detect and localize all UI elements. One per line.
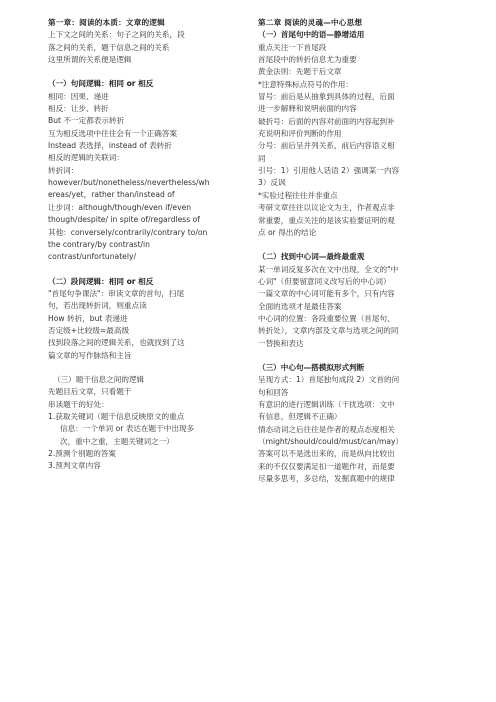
- text-line: 一篇文章的中心词可能有多个，只有内容: [258, 289, 395, 299]
- text-line: 黄金法则：先题干后文章: [258, 67, 342, 77]
- text-line: （might/should/could/must/can/may）: [258, 437, 404, 446]
- text-line: 3）反讽: [258, 178, 286, 188]
- text-line: 分号：前后呈并列关系，前后内容语义相: [258, 141, 395, 151]
- text-line: 充说明和评价判断的作用: [258, 129, 342, 139]
- text-line: 心词"（但要留意同义改写后的中心词）: [258, 276, 391, 286]
- text-line: 找到段落之间的逻辑关系，也就找到了这: [48, 338, 185, 348]
- section-2-heading: （二）段间逻辑：相同 or 相反: [48, 276, 154, 286]
- list-item: [48, 411, 234, 448]
- ch2-section-1-body: [258, 42, 442, 240]
- text-line: 破折号：后面的内容对前面的内容起到补: [258, 116, 395, 126]
- text-line: 同: [258, 153, 266, 163]
- text-line: 相同：因果、递进: [48, 91, 109, 101]
- text-line: 答案可以不是选出来的，而是纵向比较出: [258, 449, 395, 459]
- text-line: 转折词：: [48, 165, 79, 175]
- benefits-list: [48, 411, 234, 473]
- text-line: 让步词：although/though/even if/even: [48, 202, 192, 212]
- text-line: 尽量多思考，多总结，发掘真题中的规律: [258, 474, 395, 484]
- text-line: Instead 表选择，instead of 表转折: [48, 141, 172, 151]
- section-3-heading: （三）题干信息之间的逻辑: [53, 374, 145, 384]
- ch2-section-1-heading: （一）首尾句中的语—静增适用: [258, 30, 365, 40]
- text-line: 相反：让步、转折: [48, 104, 109, 114]
- text-line: 点 or 得出的结论: [258, 227, 317, 237]
- text-line: 句和回答: [258, 387, 289, 397]
- ch2-section-2-body: [258, 264, 442, 350]
- text-line: *实验过程往往并非重点: [258, 190, 338, 200]
- right-column: [258, 17, 442, 485]
- text-line: 全面的选项才是最佳答案: [258, 301, 342, 311]
- text-line: 有信息，但逻辑不正确）: [258, 412, 342, 422]
- text-line: 句，若出现转折词，则重点读: [48, 301, 147, 311]
- section-1-heading: （一）句间逻辑：相同 or 相反: [48, 79, 154, 89]
- text-line: 否定级+比较级=最高级: [48, 325, 130, 335]
- text-line: 一替换和表达: [258, 338, 304, 348]
- text-line: 互为相反选项中往往会有一个正确答案: [48, 128, 178, 138]
- text-line: though/despite/ in spite of/regardless of: [48, 215, 200, 225]
- text-line: 常重要，重点关注的是该实验要证明的观: [258, 215, 395, 225]
- text-line: 情态动词之后往往是作者的观点态度相关: [258, 424, 395, 434]
- section-2-body: [48, 288, 234, 362]
- text-line: 来的不仅仅要满足扣一道题作对，而是要: [258, 461, 395, 471]
- list-item-text: 1.获取关键词（题干信息反映原文的重点: [48, 411, 185, 421]
- text-line: 进一步解释和说明前面的内容: [258, 104, 357, 114]
- list-item-text: 2.预测个别题的答案: [48, 449, 116, 458]
- text-line: 首尾段中的转折信息尤为重要: [258, 55, 357, 65]
- text-line: 考研文章往往以议论文为主，作者观点非: [258, 203, 395, 213]
- text-line: 引号：1）引用他人话语 2）强调某一内容: [258, 166, 400, 176]
- section-3-body: [48, 386, 234, 411]
- list-item: [48, 460, 234, 472]
- text-line: 这里所谓的关系便是逻辑: [48, 55, 132, 65]
- text-line: "首尾句争课法"：串读文章的首句，扫尾: [48, 288, 185, 298]
- text-line: 转折处），文章内部及文章与选项之间的同: [258, 326, 399, 336]
- text-line: 先题目后文章，只看题干: [48, 387, 132, 397]
- text-line: however/but/nonetheless/nevertheless/wh: [48, 178, 210, 188]
- text-line: 某一单词反复多次在文中出现，全文的"中: [258, 264, 399, 274]
- chapter-1-intro: [48, 29, 234, 66]
- text-line: 上下文之间的关系：句子之间的关系，段: [48, 30, 185, 40]
- list-item-continuation: 次，重中之重，主题关键词之一）: [60, 436, 174, 446]
- list-item-continuation: 信息：一个单词 or 表达在题干中出现多: [60, 424, 195, 434]
- text-line: 其他：conversely/contrarily/contrary to/on: [48, 227, 208, 237]
- text-line: contrast/unfortunately/: [48, 252, 137, 262]
- text-line: 冒号：前后是从抽象到具体的过程，后面: [258, 92, 395, 102]
- list-item: [48, 448, 234, 460]
- text-line: 有意识的进行逻辑训练（干扰选项：文中: [258, 399, 395, 409]
- ch2-section-3-body: [258, 374, 442, 485]
- text-line: ereas/yet，rather than/instead of: [48, 190, 175, 200]
- chapter-2-title: 第二章 阅读的灵魂—中心思想: [258, 18, 363, 27]
- text-line: 相反的逻辑的关联词：: [48, 153, 124, 163]
- text-line: 落之间的关系，题干信息之间的关系: [48, 42, 170, 52]
- ch2-section-3-heading: （三）中心句—搭模拟形式判断: [258, 362, 365, 372]
- text-line: How 转折，but 表递进: [48, 313, 128, 323]
- text-line: 中心词的位置：各段重要位置（首尾句、: [258, 313, 395, 323]
- section-1-body: [48, 91, 234, 264]
- text-line: 重点关注一下首尾段: [258, 42, 327, 52]
- ch2-section-2-heading: （二）找到中心词—最终最重观: [258, 252, 365, 262]
- text-line: 呈现方式：1）首尾独句成段 2）文首的问: [258, 375, 400, 385]
- text-line: But 不一定都表示转折: [48, 116, 125, 126]
- text-line: *注意特殊标点符号的作用：: [258, 79, 353, 89]
- left-column: [48, 17, 234, 473]
- text-line: 篇文章的写作脉络和主旨: [48, 350, 132, 360]
- chapter-1-title: 第一章：阅读的本质：文章的逻辑: [48, 18, 165, 27]
- text-line: 串读题干的好处：: [48, 399, 109, 409]
- text-line: the contrary/by contrast/in: [48, 239, 150, 249]
- list-item-text: 3.预判文章内容: [48, 461, 101, 471]
